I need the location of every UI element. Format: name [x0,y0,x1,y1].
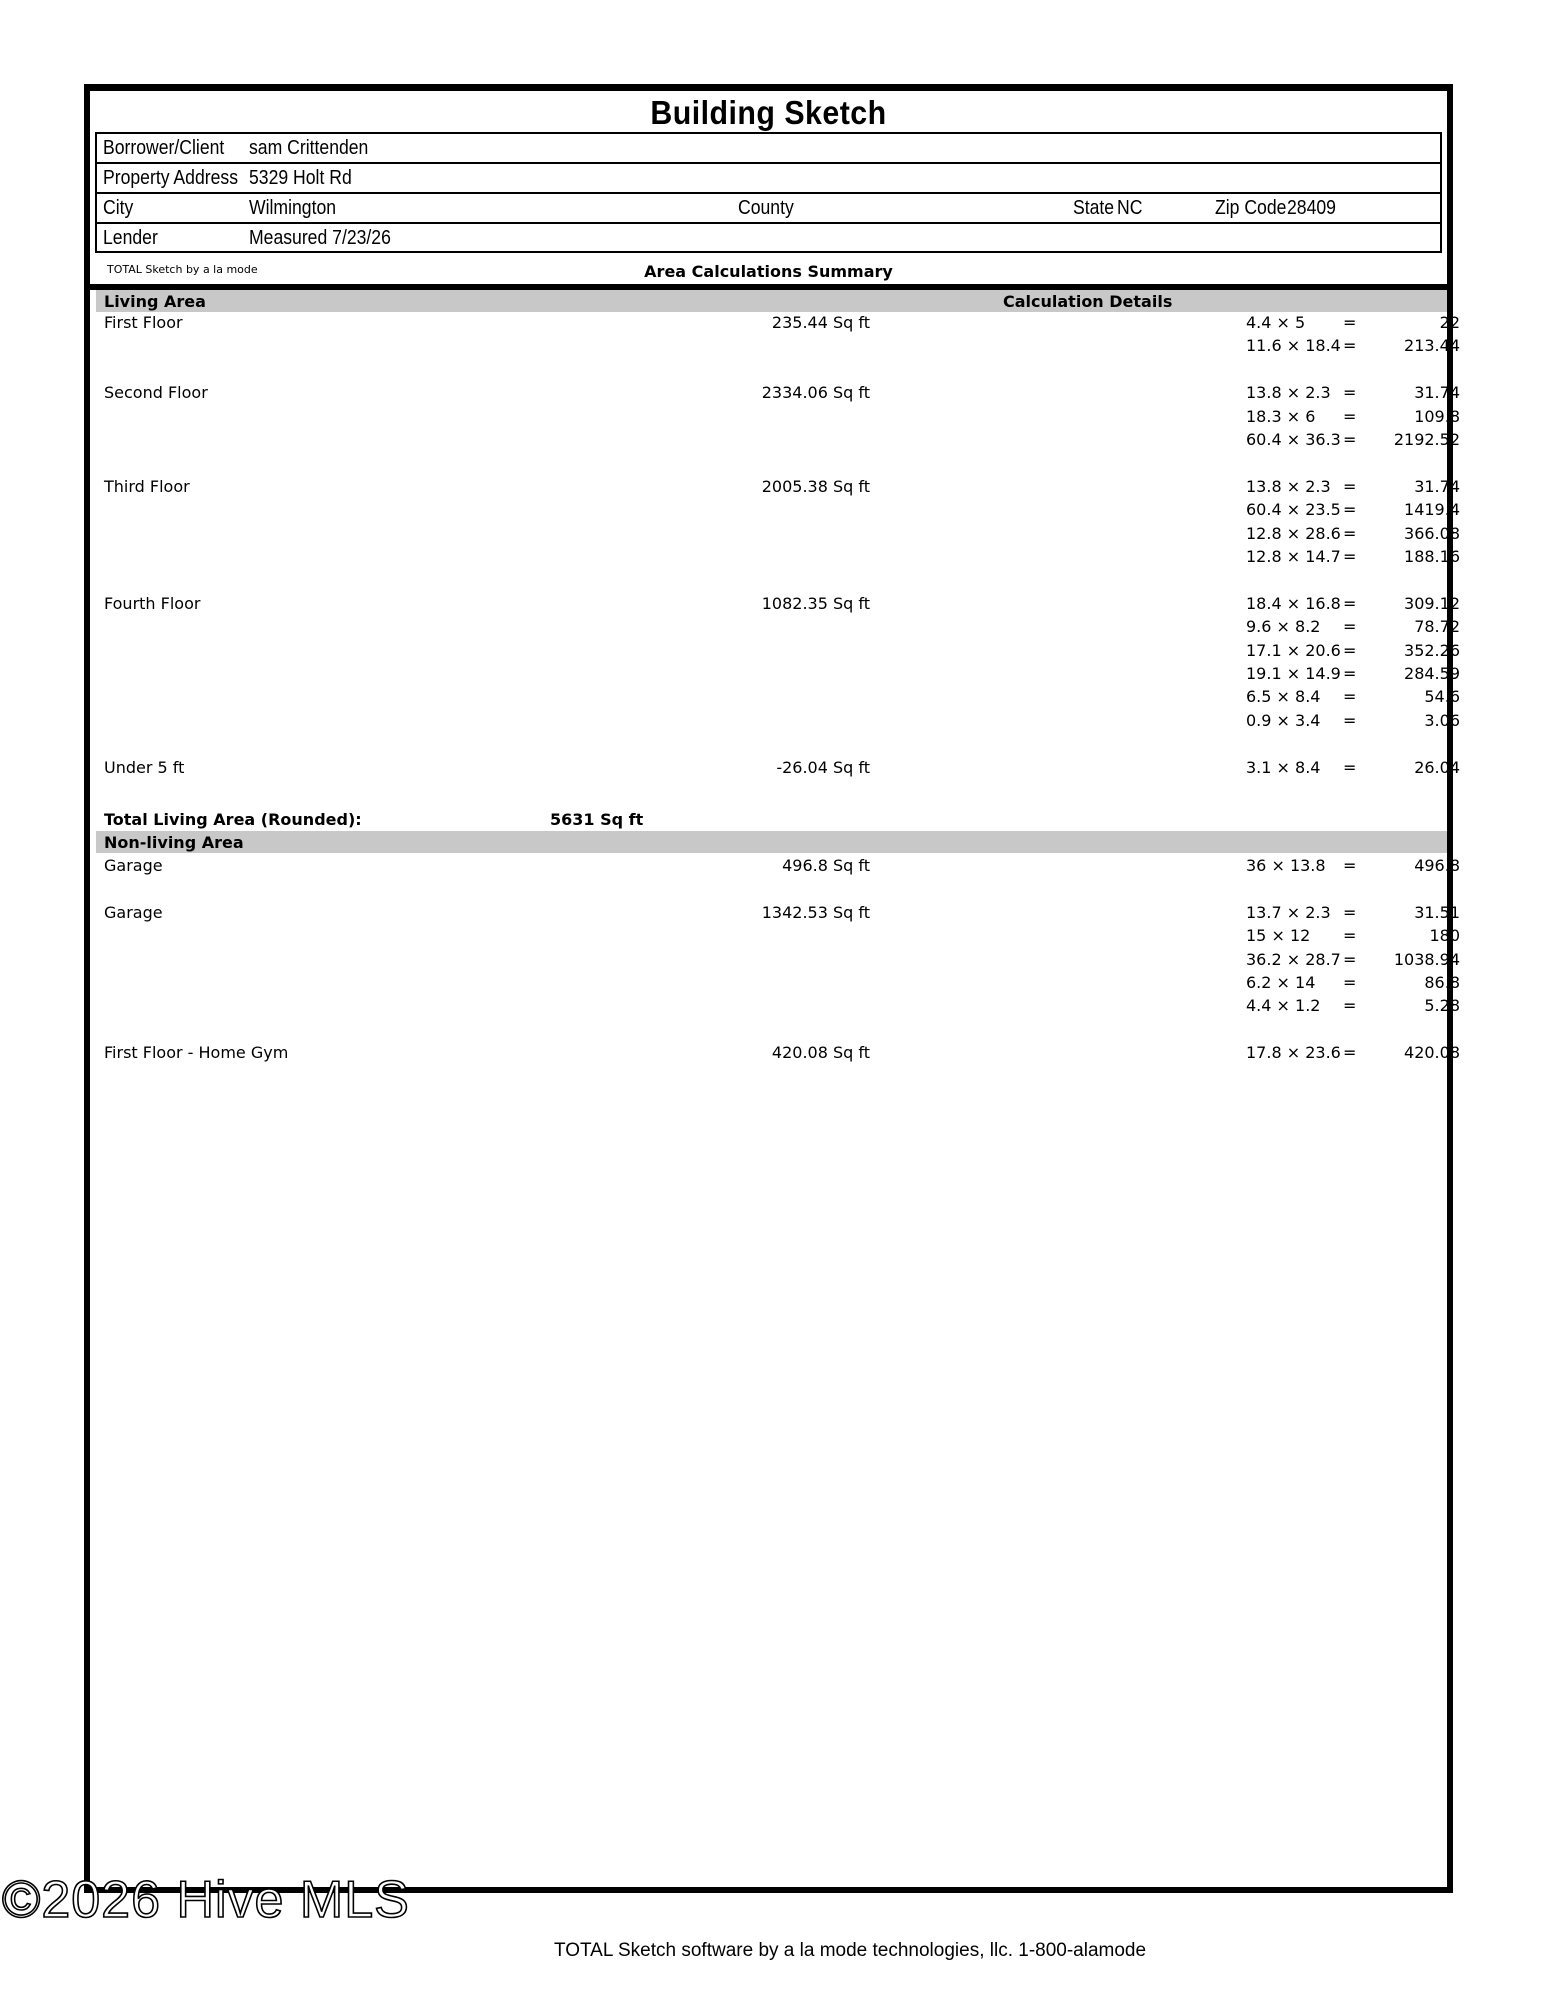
calc-equals: = [1343,617,1357,637]
non-living-area-name: Garage [104,902,163,922]
city-row [97,194,1440,224]
state-value: NC [1117,197,1143,219]
calc-equals: = [1343,476,1357,496]
calc-expression: 36.2 × 28.7 [1246,949,1341,969]
living-area-name: Fourth Floor [104,593,201,613]
calc-result: 54.6 [1424,687,1460,707]
calc-expression: 19.1 × 14.9 [1246,664,1341,683]
calc-expression: 18.4 × 16.8 [1246,593,1341,613]
footer-credit: TOTAL Sketch software by a la mode technologies, llc. 1-800-alamode [553,1940,1147,1961]
living-area-value: 2005.38 Sq ft [761,476,870,496]
calc-equals: = [1343,687,1357,707]
non-living-area-name: Garage [104,856,163,875]
calc-equals: = [1343,430,1357,449]
calc-result: 3.06 [1424,710,1460,730]
living-area-heading: Living Area [104,292,206,311]
total-living-label: Total Living Area (Rounded): [104,810,362,829]
calc-equals: = [1343,973,1357,992]
calc-result: 78.72 [1414,617,1460,637]
calc-expression: 0.9 × 3.4 [1246,710,1321,730]
calc-equals: = [1343,996,1357,1016]
calc-equals: = [1343,500,1357,520]
calc-equals: = [1343,313,1357,332]
calc-expression: 12.8 × 14.7 [1246,547,1341,566]
calc-equals: = [1343,640,1357,660]
calc-result: 26.04 [1414,757,1460,777]
living-area-name: Under 5 ft [104,757,185,777]
calculation-details-heading: Calculation Details [1003,292,1173,311]
lender-row [97,224,1440,254]
summary-title: Area Calculations Summary [644,262,893,281]
city-value: Wilmington [249,197,337,219]
calc-expression: 9.6 × 8.2 [1246,617,1321,637]
calc-equals: = [1343,547,1357,566]
calc-equals: = [1343,926,1357,946]
calc-expression: 13.8 × 2.3 [1246,476,1331,496]
living-area-value: 2334.06 Sq ft [761,383,870,403]
non-living-area-name: First Floor - Home Gym [104,1043,289,1063]
calc-expression: 12.8 × 28.6 [1246,523,1341,543]
calc-result: 496.8 [1414,856,1460,875]
page-title: Building Sketch [650,94,887,131]
calc-expression: 11.6 × 18.4 [1246,336,1341,356]
calc-expression: 60.4 × 23.5 [1246,500,1341,520]
property-header [95,132,1442,253]
calc-expression: 4.4 × 5 [1246,313,1306,332]
living-area-band [96,290,1447,312]
calc-equals: = [1343,757,1357,777]
non-living-area-band [96,831,1447,853]
calc-expression: 3.1 × 8.4 [1246,757,1321,777]
sketch-credit: TOTAL Sketch by a la mode [107,263,258,276]
calc-expression: 18.3 × 6 [1246,406,1316,426]
calc-result: 22 [1439,313,1460,332]
calc-result: 213.44 [1404,336,1460,356]
calc-result: 309.12 [1404,593,1460,613]
calc-expression: 6.2 × 14 [1246,973,1316,992]
calc-equals: = [1343,593,1357,613]
calc-expression: 17.8 × 23.6 [1246,1043,1341,1063]
calc-expression: 17.1 × 20.6 [1246,640,1341,660]
address-value: 5329 Holt Rd [249,167,352,189]
calc-equals: = [1343,949,1357,969]
non-living-area-value: 496.8 Sq ft [782,856,870,875]
calc-equals: = [1343,383,1357,403]
page-frame [84,84,1460,1893]
calc-equals: = [1343,336,1357,356]
zip-label: Zip Code [1215,197,1287,219]
borrower-row [97,134,1440,164]
lender-value: Measured 7/23/26 [249,227,391,249]
calc-result: 31.51 [1414,902,1460,922]
non-living-area-value: 420.08 Sq ft [771,1043,870,1063]
calc-result: 1038.94 [1393,949,1460,969]
calc-equals: = [1343,710,1357,730]
address-label: Property Address [103,167,239,189]
calc-expression: 60.4 × 36.3 [1246,430,1341,449]
living-area-value: 235.44 Sq ft [771,313,870,332]
borrower-value: sam Crittenden [249,137,369,159]
calc-expression: 13.8 × 2.3 [1246,383,1331,403]
living-area-name: First Floor [104,313,183,332]
living-area-name: Third Floor [104,476,190,496]
calc-result: 180 [1429,926,1460,946]
borrower-label: Borrower/Client [103,137,225,159]
calc-result: 109.8 [1414,406,1460,426]
city-label: City [103,197,134,219]
calc-result: 352.26 [1404,640,1460,660]
total-living-value: 5631 Sq ft [550,810,644,829]
living-area-value: -26.04 Sq ft [776,757,870,777]
calc-equals: = [1343,1043,1357,1063]
calc-result: 86.8 [1424,973,1460,992]
non-living-area-heading: Non-living Area [104,833,244,852]
living-area-value: 1082.35 Sq ft [761,593,870,613]
watermark: ©2026 Hive MLS [2,1871,410,1929]
calc-result: 31.74 [1414,476,1460,496]
calc-equals: = [1343,523,1357,543]
calc-equals: = [1343,406,1357,426]
calc-result: 366.08 [1404,523,1460,543]
calc-result: 1419.4 [1404,500,1460,520]
calc-expression: 36 × 13.8 [1246,856,1326,875]
calc-expression: 4.4 × 1.2 [1246,996,1321,1016]
living-area-name: Second Floor [104,383,208,403]
county-label: County [738,197,794,219]
non-living-area-value: 1342.53 Sq ft [761,902,870,922]
calc-equals: = [1343,856,1357,875]
calc-result: 284.59 [1404,664,1460,683]
lender-label: Lender [103,227,158,249]
calc-result: 5.28 [1424,996,1460,1016]
state-label: State [1073,197,1115,219]
calc-equals: = [1343,902,1357,922]
zip-value: 28409 [1287,197,1336,219]
calc-equals: = [1343,664,1357,683]
address-row [97,164,1440,194]
calc-result: 2192.52 [1393,430,1460,449]
calc-result: 420.08 [1404,1043,1460,1063]
calc-expression: 13.7 × 2.3 [1246,902,1331,922]
calc-result: 188.16 [1404,547,1460,566]
calc-expression: 15 × 12 [1246,926,1311,946]
calc-expression: 6.5 × 8.4 [1246,687,1321,707]
calc-result: 31.74 [1414,383,1460,403]
